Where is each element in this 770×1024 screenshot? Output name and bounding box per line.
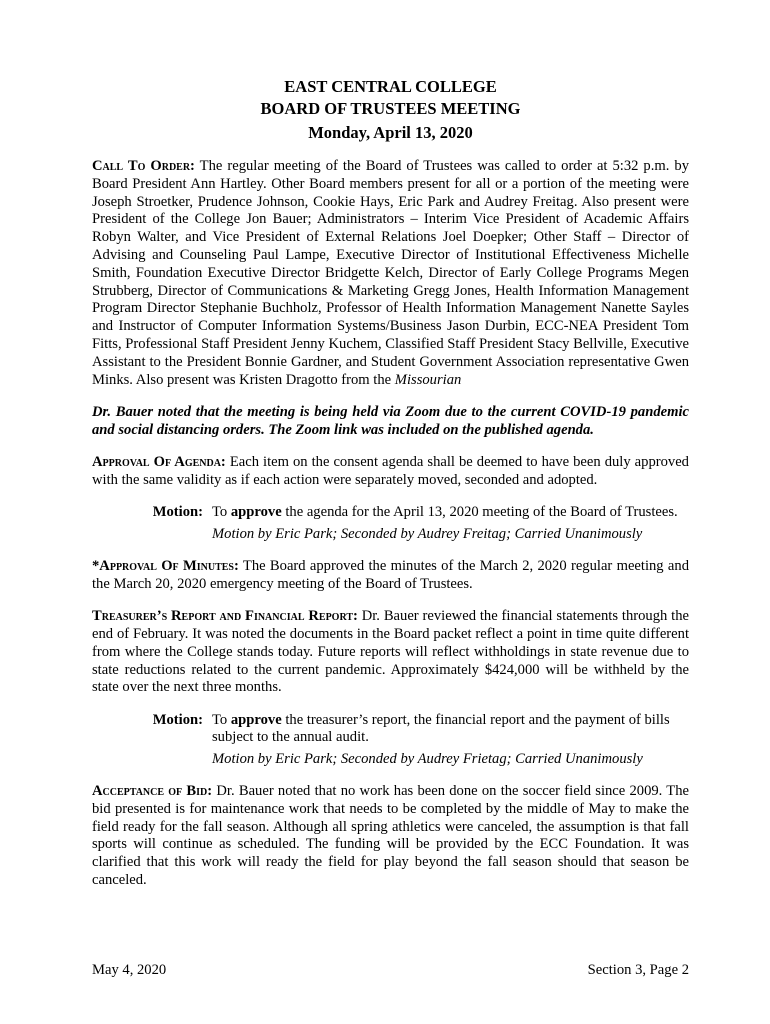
treasurer-report-text: Dr. Bauer reviewed the financial statements through the end of February. It was noted the documents in the Board packet reflect a point in time quite different from where the College stands today. Future reports will reflect withholdings in state revenue due to state reductions related to the current pandemic. Approximately $424,000 will be withheld by the state over the next three months. <box>92 608 689 696</box>
approval-agenda-text: Each item on the consent agenda shall be deemed to have been duly approved with the same validity as if each action were separately moved, seconded and adopted. <box>92 454 689 488</box>
motion-verb: approve <box>230 504 282 521</box>
zoom-notice: Dr. Bauer noted that the meeting is being held via Zoom due to the current COVID-19 pandemic and social distancing orders. The Zoom link was included on the published agenda. <box>92 403 689 438</box>
call-to-order-text: The regular meeting of the Board of Trustees was called to order at 5:32 p.m. by Board President Ann Hartley. Other Board members present for all or a portion of the meeting were Joseph Stroetker, Prudence Johnson, Cookie Hays, Eric Park and Audrey Freitag. Also present were President of the College Jon Bauer; Administrators – Interim Vice President of Academic Affairs Robyn Walter, and Vice President of External Relations Joel Doepker; Other Staff – Director of Advising and Counseling Paul Lampe, Executive Director of Institutional Effectiveness Michelle Smith, Foundation Executive Director Bridgette Kelch, Director of Early College Programs Megen Strubberg, Director of Communications & Marketing Gregg Jones, Health Information Management Program Director Stephanie Buchholz, Professor of Health Information Management Nanette Sayles and Instructor of Computer Information Systems/Business Jason Durbin, ECC-NEA President Tom Fitts, Professional Staff President Jenny Kuchem, Classified Staff President Stacy Bellville, Executive Assistant to the President Bonnie Gardner, and Student Government Association representative Gwen Minks. Also present was Kristen Dragotto from the <box>92 158 689 388</box>
motion-text <box>212 712 689 748</box>
motion-result: Motion by Eric Park; Seconded by Audrey Frietag; Carried Unanimously <box>212 751 643 768</box>
page-footer <box>92 962 689 980</box>
meeting-date: Monday, April 13, 2020 <box>308 123 473 142</box>
approval-agenda-section <box>92 454 689 490</box>
call-to-order-heading: Call To Order: <box>92 158 195 174</box>
motion-label: Motion: <box>152 504 203 521</box>
acceptance-bid-section <box>92 783 689 890</box>
treasurer-report-heading: Treasurer’s Report and Financial Report: <box>92 608 358 625</box>
footer-date: May 4, 2020 <box>92 962 167 978</box>
treasurer-report-section <box>92 608 689 697</box>
agenda-motion <box>92 504 689 544</box>
motion-description: the agenda for the April 13, 2020 meeting of the Board of Trustees. <box>285 504 678 521</box>
call-to-order-section <box>92 158 689 389</box>
document-content <box>92 76 689 904</box>
motion-label: Motion: <box>152 711 203 728</box>
acceptance-bid-text: Dr. Bauer noted that no work has been done on the soccer field since 2009. The bid presented is for maintenance work that needs to be completed by the middle of May to make the field ready for the fall season. Although all spring athletics were canceled, the assumption is that fall sports will continue as scheduled. The funding will be provided by the ECC Foundation. It was clarified that this work will ready the field for play beyond the fall season should that season be canceled. <box>92 783 689 889</box>
motion-result: Motion by Eric Park; Seconded by Audrey Freitag; Carried Unanimously <box>212 526 643 543</box>
footer-page-number: Section 3, Page 2 <box>587 962 689 978</box>
motion-to: To <box>212 711 228 728</box>
approval-minutes-text: The Board approved the minutes of the March 2, 2020 regular meeting and the March 20, 2020 emergency meeting of the Board of Trustees. <box>92 557 689 592</box>
motion-description: the treasurer’s report, the financial report and the payment of bills subject to the annual audit. <box>212 711 670 746</box>
motion-body <box>212 504 689 544</box>
acceptance-bid-heading: Acceptance of Bid: <box>92 783 213 800</box>
approval-minutes-section <box>92 558 689 594</box>
approval-agenda-heading: Approval Of Agenda: <box>92 454 226 471</box>
motion-to: To <box>212 504 228 521</box>
meeting-title: BOARD OF TRUSTEES MEETING <box>260 99 521 118</box>
publication-name: Missourian <box>394 371 462 388</box>
treasurer-motion <box>92 712 689 769</box>
approval-minutes-heading: *Approval Of Minutes: <box>92 557 239 574</box>
college-title: EAST CENTRAL COLLEGE <box>284 77 497 96</box>
motion-text <box>212 504 689 522</box>
motion-verb: approve <box>230 711 282 728</box>
motion-body <box>212 712 689 769</box>
